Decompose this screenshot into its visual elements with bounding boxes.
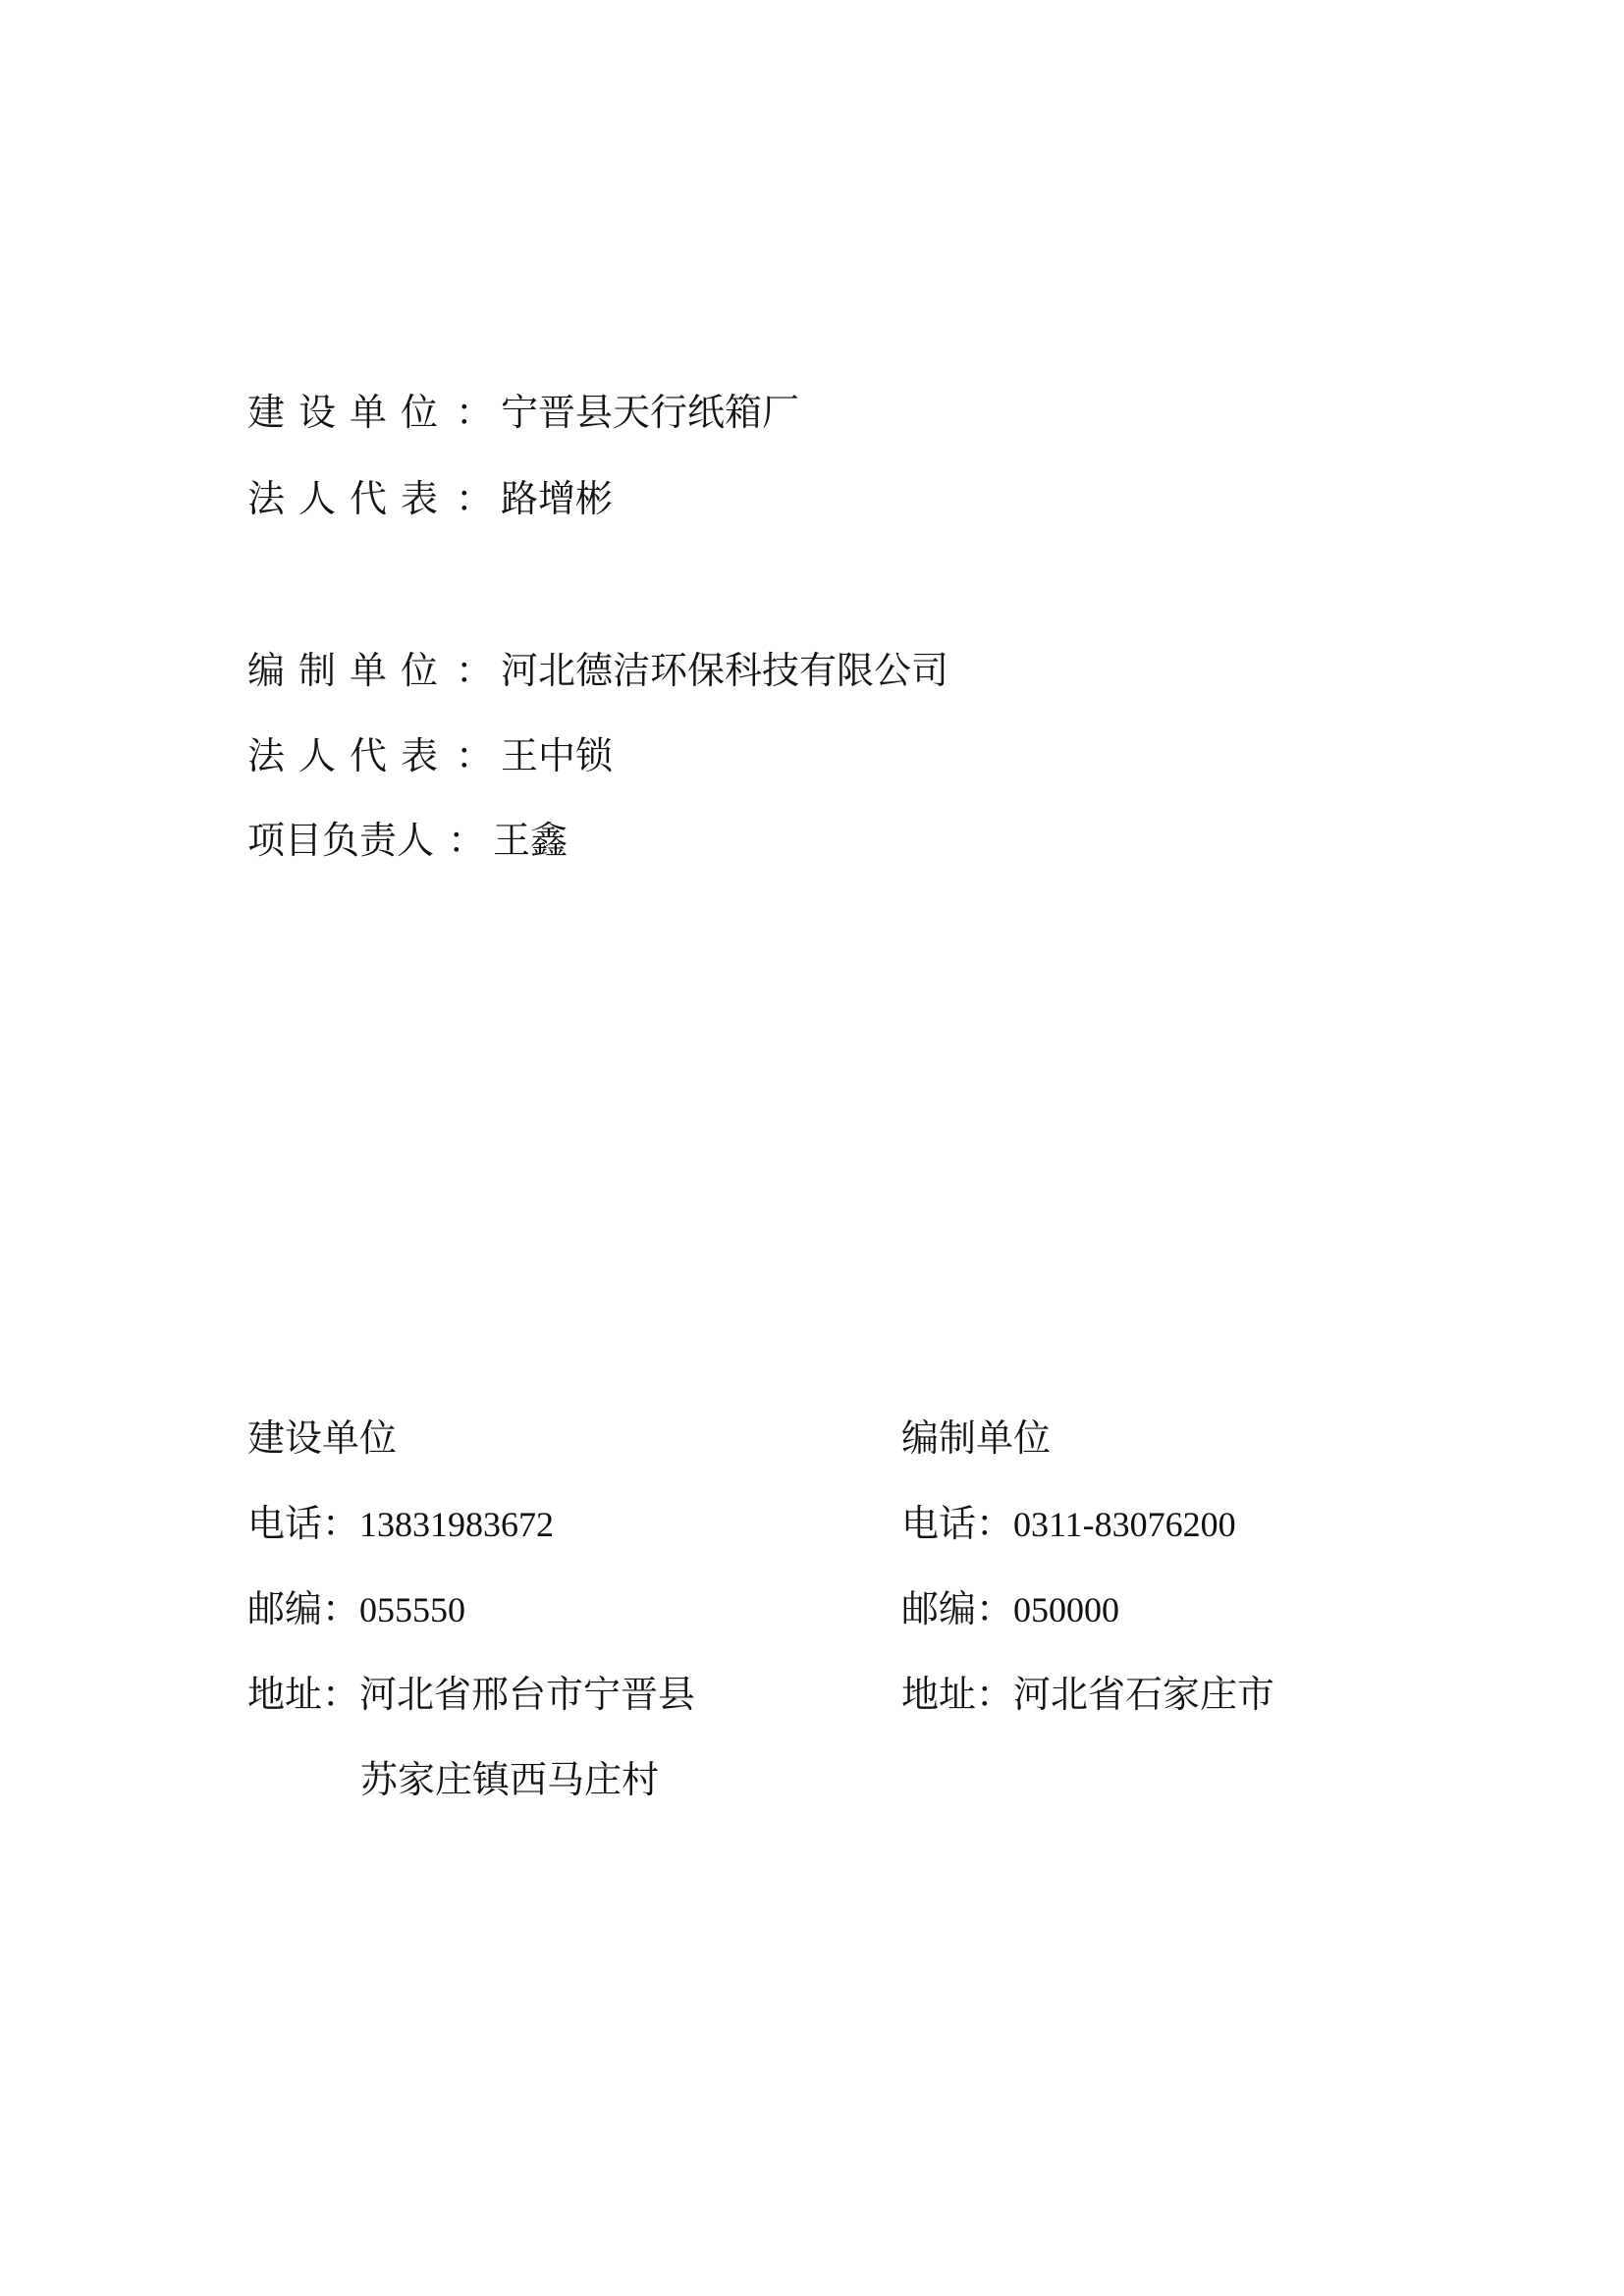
compiling-unit-value: 河北德洁环保科技有限公司 <box>501 649 949 692</box>
right-phone-label: 电话： <box>901 1502 1014 1545</box>
left-address-line1: 河北省邢台市宁晋县 <box>359 1673 696 1716</box>
construction-unit-value: 宁晋县天行纸箱厂 <box>501 391 800 434</box>
left-phone-label: 电话： <box>247 1502 360 1545</box>
legal-rep-row-2 <box>247 734 613 777</box>
construction-unit-row <box>247 391 799 434</box>
project-lead-label: 项目负责人 <box>247 819 435 862</box>
legal-rep-row-1 <box>247 477 613 520</box>
legal-rep-value-1: 路增彬 <box>501 477 614 520</box>
right-column-heading: 编制单位 <box>901 1416 1052 1460</box>
right-address-row <box>901 1673 1274 1716</box>
left-address-row <box>247 1673 695 1716</box>
colon: ： <box>456 477 494 520</box>
compiling-unit-row <box>247 649 948 692</box>
colon: ： <box>456 734 494 777</box>
construction-unit-label: 建设单位 <box>247 391 453 434</box>
colon: ： <box>456 649 494 692</box>
right-postcode-label: 邮编： <box>901 1587 1014 1630</box>
right-address-label: 地址： <box>901 1673 1014 1716</box>
left-postcode-row <box>247 1587 465 1631</box>
colon: ： <box>456 391 494 434</box>
compiling-unit-label: 编制单位 <box>247 649 453 692</box>
legal-rep-label-1: 法人代表 <box>247 477 453 520</box>
left-column-heading: 建设单位 <box>247 1416 398 1460</box>
project-lead-row <box>247 819 568 862</box>
left-address-label: 地址： <box>247 1673 360 1716</box>
left-postcode-value: 055550 <box>359 1590 466 1629</box>
left-postcode-label: 邮编： <box>247 1587 360 1630</box>
left-phone-row <box>247 1502 554 1546</box>
legal-rep-value-2: 王中锁 <box>501 734 614 777</box>
project-lead-value: 王鑫 <box>493 819 568 862</box>
legal-rep-label-2: 法人代表 <box>247 734 453 777</box>
right-postcode-value: 050000 <box>1013 1590 1120 1629</box>
right-postcode-row <box>901 1587 1119 1631</box>
left-address-line2: 苏家庄镇西马庄村 <box>360 1758 660 1801</box>
right-address-line1: 河北省石家庄市 <box>1013 1673 1275 1716</box>
left-phone-value: 13831983672 <box>359 1505 555 1544</box>
right-phone-row <box>901 1502 1236 1546</box>
colon: ： <box>448 819 486 862</box>
right-phone-value: 0311-83076200 <box>1013 1505 1236 1544</box>
